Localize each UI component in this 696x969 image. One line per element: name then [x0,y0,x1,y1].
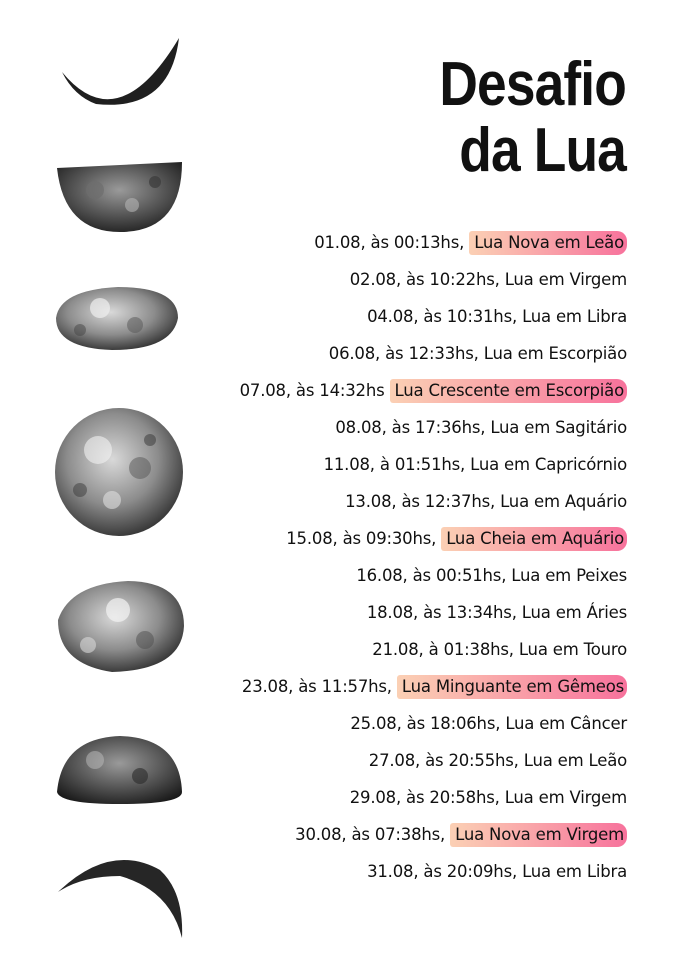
entry-date: 27.08, às 20:55hs, [368,751,519,770]
schedule-entry [240,450,627,487]
schedule-entry [240,598,627,635]
waxing-gibbous-icon [57,736,182,804]
entry-event: Lua em Áries [521,603,627,622]
entry-event: Lua em Touro [518,640,627,659]
schedule-entry [240,746,627,783]
schedule-entry [240,339,627,376]
entry-event: Lua em Libra [522,862,627,881]
entry-event-highlighted: Lua Crescente em Escorpião [390,379,627,403]
entry-event: Lua em Virgem [504,270,627,289]
schedule-entry [240,635,627,672]
lunar-schedule-list [240,228,627,894]
entry-event: Lua em Virgem [504,788,627,807]
schedule-entry [240,376,627,413]
entry-date: 30.08, às 07:38hs, [295,825,446,844]
full-moon-icon [55,408,183,536]
schedule-entry [240,857,627,894]
page-title [439,52,626,184]
entry-event: Lua em Escorpião [483,344,627,363]
entry-event: Lua em Capricórnio [470,455,627,474]
entry-event: Lua em Libra [522,307,627,326]
schedule-entry [240,524,627,561]
schedule-entry [240,265,627,302]
entry-date: 18.08, às 13:34hs, [366,603,517,622]
near-full-moon-icon [56,287,178,350]
schedule-entry [240,561,627,598]
entry-date: 13.08, às 12:37hs, [345,492,496,511]
waning-crescent-icon [62,38,179,105]
schedule-entry [240,413,627,450]
entry-event-highlighted: Lua Nova em Virgem [450,823,627,847]
entry-event: Lua em Sagitário [490,418,627,437]
entry-event-highlighted: Lua Cheia em Aquário [441,527,627,551]
waning-gibbous-icon [57,162,182,232]
near-full-moon-icon [58,581,184,672]
entry-date: 02.08, às 10:22hs, [349,270,500,289]
entry-event: Lua em Aquário [500,492,627,511]
entry-date: 25.08, às 18:06hs, [350,714,501,733]
schedule-entry [240,783,627,820]
schedule-entry [240,302,627,339]
entry-date: 07.08, às 14:32hs [239,381,385,400]
schedule-entry [240,820,627,857]
title-line-1: Desafio [439,50,626,119]
schedule-entry [240,228,627,265]
schedule-entry [240,487,627,524]
entry-date: 08.08, às 17:36hs, [335,418,486,437]
entry-date: 11.08, à 01:51hs, [323,455,466,474]
entry-date: 15.08, às 09:30hs, [286,529,437,548]
entry-event-highlighted: Lua Nova em Leão [469,231,627,255]
schedule-entry [240,672,627,709]
waxing-crescent-icon [58,860,182,938]
entry-event: Lua em Leão [523,751,627,770]
entry-date: 04.08, às 10:31hs, [367,307,518,326]
entry-date: 06.08, às 12:33hs, [328,344,479,363]
entry-event: Lua em Peixes [511,566,627,585]
entry-date: 16.08, às 00:51hs, [356,566,507,585]
entry-date: 21.08, à 01:38hs, [372,640,514,659]
entry-date: 01.08, às 00:13hs, [314,233,465,252]
entry-date: 29.08, às 20:58hs, [349,788,500,807]
entry-date: 31.08, às 20:09hs, [367,862,518,881]
moon-phases-column [0,0,220,969]
entry-date: 23.08, às 11:57hs, [241,677,392,696]
title-line-2: da Lua [459,116,626,185]
entry-event: Lua em Câncer [505,714,627,733]
schedule-entry [240,709,627,746]
entry-event-highlighted: Lua Minguante em Gêmeos [397,675,627,699]
